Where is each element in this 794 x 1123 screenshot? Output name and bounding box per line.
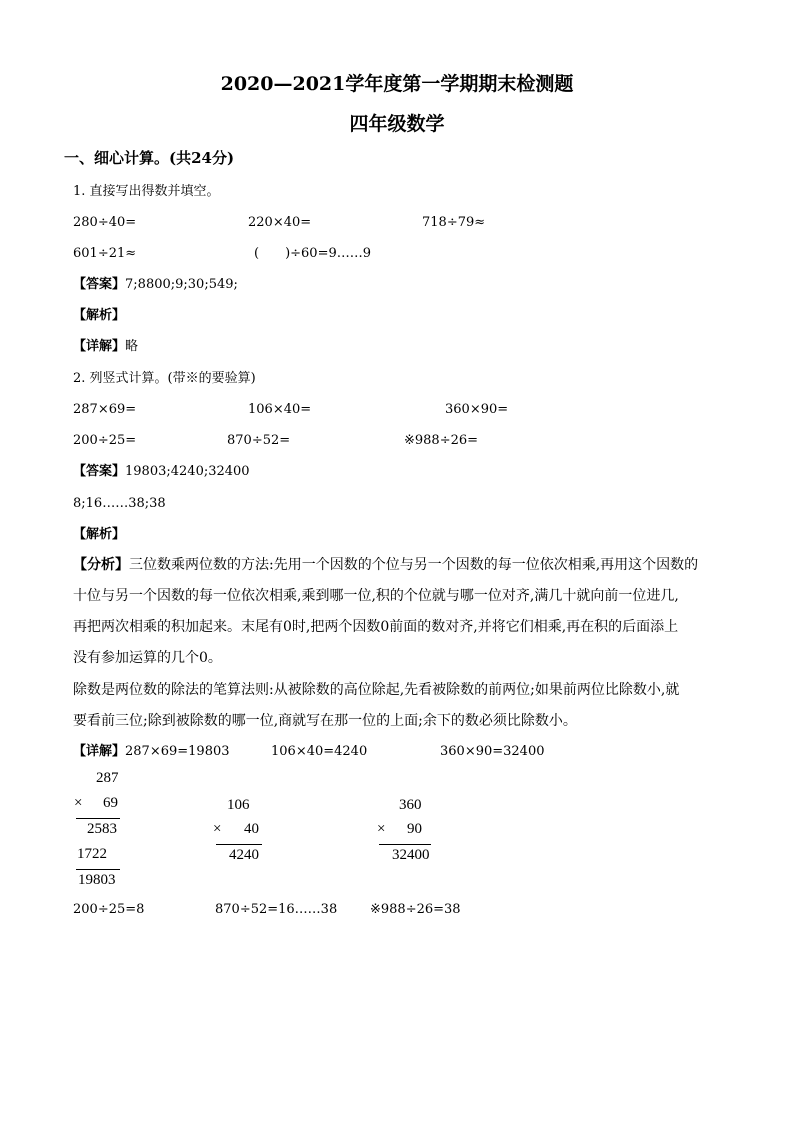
rule-line: 除数是两位数的除法的笔算法则:从被除数的高位除起,先看被除数的前两位;如果前两位比除数小,就 <box>73 682 680 698</box>
detail-text: 略 <box>125 339 139 354</box>
fenxi-text: 三位数乘两位数的方法:先用一个因数的个位与另一个因数的每一位依次相乘,再用这个因数的 <box>129 557 699 573</box>
q2-item: 200÷25= <box>73 433 137 448</box>
answer-tag: 【答案】 <box>73 464 126 479</box>
q1-detail <box>73 340 138 353</box>
vertical3-operator: × <box>377 821 386 837</box>
answer-tag: 【答案】 <box>73 277 126 292</box>
q1-answer <box>73 278 238 291</box>
section-heading: 一、细心计算。(共24分) <box>64 149 235 167</box>
q1-analysis-tag: 【解析】 <box>73 308 126 323</box>
q1-item: ( )÷60=9……9 <box>254 246 372 261</box>
vertical1-result: 19803 <box>78 872 116 888</box>
fenxi-line: 十位与另一个因数的每一位依次相乘,乘到哪一位,积的个位就与哪一位对齐,满几十就向前一位进几, <box>73 588 679 604</box>
q1-item: 718÷79≈ <box>422 215 486 230</box>
q1-item: 601÷21≈ <box>73 246 137 261</box>
division-result: 870÷52=16……38 <box>215 902 338 917</box>
detail-result: 287×69=19803 <box>125 744 230 759</box>
q2-item: ※988÷26= <box>404 433 479 448</box>
vertical2-top: 106 <box>227 797 250 813</box>
q2-item: 360×90= <box>445 402 509 417</box>
vertical2-rule <box>216 844 262 845</box>
vertical1-top: 287 <box>96 770 119 786</box>
q2-answer <box>73 465 250 478</box>
division-result: ※988÷26=38 <box>370 902 461 917</box>
q2-analysis-tag: 【解析】 <box>73 527 126 542</box>
answer-text: 7;8800;9;30;549; <box>125 277 238 292</box>
division-result: 200÷25=8 <box>73 902 145 917</box>
vertical2-bottom: 40 <box>244 821 259 837</box>
vertical3-rule <box>379 844 431 845</box>
detail-line <box>73 745 230 758</box>
detail-tag: 【详解】 <box>73 339 126 354</box>
vertical3-result: 32400 <box>392 847 430 863</box>
page-subtitle: 四年级数学 <box>349 113 445 135</box>
fenxi-line <box>73 558 698 572</box>
answer-text: 19803;4240;32400 <box>125 464 250 479</box>
fenxi-line: 再把两次相乘的积加起来。末尾有0时,把两个因数0前面的数对齐,并将它们相乘,再在积的后面添上 <box>73 619 679 635</box>
vertical1-bottom: 69 <box>103 795 118 811</box>
q2-item: 287×69= <box>73 402 137 417</box>
fenxi-line: 没有参加运算的几个0。 <box>73 650 222 666</box>
q2-answer-line2: 8;16……38;38 <box>73 496 166 511</box>
vertical2-operator: × <box>213 821 222 837</box>
q1-item: 280÷40= <box>73 215 137 230</box>
vertical1-operator: × <box>74 795 83 811</box>
detail-tag: 【详解】 <box>73 744 126 759</box>
vertical3-bottom: 90 <box>407 821 422 837</box>
vertical1-rule <box>76 869 120 870</box>
vertical1-partial1: 2583 <box>87 821 117 837</box>
page-title: 2020—2021学年度第一学期期末检测题 <box>220 73 574 95</box>
q2-item: 106×40= <box>248 402 312 417</box>
q1-stem: 1. 直接写出得数并填空。 <box>73 184 220 199</box>
detail-result: 360×90=32400 <box>440 744 545 759</box>
fenxi-tag: 【分析】 <box>73 557 129 573</box>
vertical3-top: 360 <box>399 797 422 813</box>
q1-item: 220×40= <box>248 215 312 230</box>
q2-item: 870÷52= <box>227 433 291 448</box>
vertical2-result: 4240 <box>229 847 259 863</box>
rule-line: 要看前三位;除到被除数的哪一位,商就写在那一位的上面;余下的数必须比除数小。 <box>73 713 577 729</box>
q2-stem: 2. 列竖式计算。(带※的要验算) <box>73 371 256 386</box>
detail-result: 106×40=4240 <box>271 744 368 759</box>
vertical1-partial2: 1722 <box>77 846 107 862</box>
vertical1-rule <box>76 818 120 819</box>
